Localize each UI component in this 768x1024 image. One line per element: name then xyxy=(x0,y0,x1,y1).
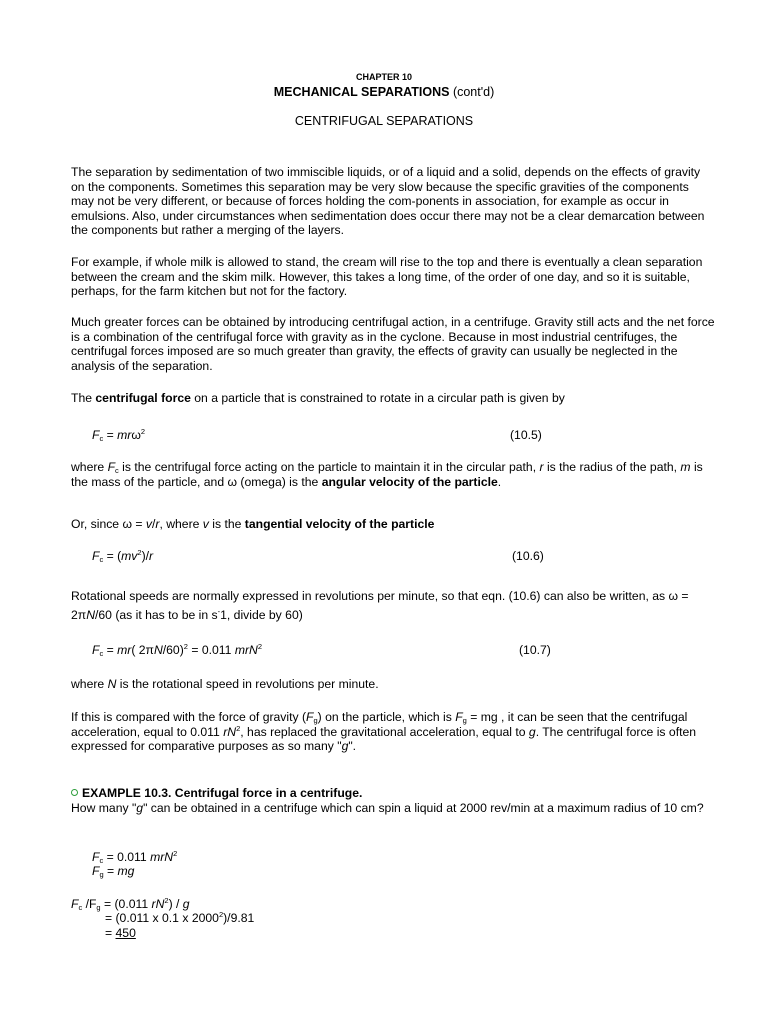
text-run: = xyxy=(105,926,116,940)
text-run: where xyxy=(71,677,108,691)
section-title: CENTRIFUGAL SEPARATIONS xyxy=(294,114,474,128)
equation-10-5: $F_c = mr\omega^2$ xyxy=(92,427,145,443)
term-tangential-velocity: tangential velocity of the particle xyxy=(244,517,435,531)
equation-10-6: $F_c = (mv^2)/r$ xyxy=(92,548,154,564)
paragraph-definition-fc: where $F_c$ is the centrifugal force acting on the particle to maintain it in the circular path, r is the radius of the path, m is the mass of the particle, and ω (omega) is the angular velocity of the particle. xyxy=(71,460,703,489)
text-run: 1, divide by 60) xyxy=(220,608,303,622)
paragraph-tangential-velocity: Or, since ω = v/r, where v is the tangential velocity of the particle xyxy=(71,517,435,531)
text-run: " can be obtained in a centrifuge which can spin a liquid at 2000 rev/min at a maximum radius of 10 cm? xyxy=(143,801,704,815)
text-run: is the xyxy=(208,517,245,531)
text-run: = (0.011 xyxy=(100,897,152,911)
text-run: is the centrifugal force acting on the particle to maintain it in the circular path, xyxy=(118,460,540,474)
text-run: ". xyxy=(348,739,357,754)
text-run: = mg , it can be seen that the centrifugal acceleration, equal to 0.011 xyxy=(71,710,688,739)
example-line-fg: $F_g$ = mg xyxy=(92,864,135,879)
text-run: where xyxy=(71,460,108,474)
text-run: , has replaced the gravitational acceleration, equal to xyxy=(240,724,529,739)
term-angular-velocity: angular velocity of the particle xyxy=(321,474,498,489)
example-bullet-icon xyxy=(71,789,78,796)
text-run: is the rotational speed in revolutions per minute. xyxy=(116,677,379,691)
text-run: /60 (as it has to be in s xyxy=(95,608,218,622)
example-question: How many "g" can be obtained in a centrifuge which can spin a liquid at 2000 rev/min at a maximum radius of 10 cm? xyxy=(71,801,704,815)
equation-number-10-7: (10.7) xyxy=(519,643,551,657)
text-run: ) on the particle, which is xyxy=(317,710,456,724)
chapter-title-bold: MECHANICAL SEPARATIONS xyxy=(273,85,450,99)
text-run: . The centrifugal force is often expressed for comparative purposes as so many " xyxy=(71,724,697,754)
text-run: The xyxy=(71,391,96,405)
text-run: = xyxy=(103,864,118,878)
text-run: is the radius of the path, xyxy=(543,460,681,474)
equation-10-7: $F_c = mr$( 2πN/60)$^2$ = 0.011 mrN$^2$ xyxy=(92,642,263,658)
paragraph-rotational-speed-n: where N is the rotational speed in revolutions per minute. xyxy=(71,677,379,691)
text-run: . xyxy=(497,474,502,489)
paragraph-centrifugal-force-intro xyxy=(71,391,715,406)
text-run: (omega) is the xyxy=(240,474,322,489)
paragraph-centrifugal-action: Much greater forces can be obtained by introducing centrifugal action, in a centrifuge. Gravity still acts and the net force is a combination of the centrifugal force with gravity as in the cyclone. Because in most industrial centrifuges, the centrifugal forces imposed are so much greater than gravity, the effects of gravity can usually be neglected in the analysis of the separation. xyxy=(71,315,715,373)
text-run: Rotational speeds are normally expressed in revolutions per minute, so that eqn. (10.6) can also be written, as xyxy=(71,589,669,603)
text-run: Or, since xyxy=(71,517,123,531)
chapter-title xyxy=(0,85,768,100)
example-line-answer xyxy=(105,926,136,941)
text-run: )/9.81 xyxy=(223,911,255,925)
chapter-label: CHAPTER 10 xyxy=(355,72,412,82)
text-run: How many " xyxy=(71,801,137,815)
text-run: is the mass of the particle, and xyxy=(71,460,703,489)
equation-number-10-5: (10.5) xyxy=(510,428,542,442)
text-run: , where xyxy=(159,517,203,531)
term-centrifugal-force: centrifugal force xyxy=(95,391,191,405)
paragraph-rotational-speeds: Rotational speeds are normally expressed in revolutions per minute, so that eqn. (10.6) can also be written, as ω = 2πN/60 (as it has to be in s-1, divide by 60) xyxy=(71,589,689,622)
text-run: = 0.011 xyxy=(103,850,151,864)
text-run: = (0.011 x 0.1 x 2000 xyxy=(105,911,219,925)
chapter-title-suffix: (cont'd) xyxy=(449,85,495,99)
example-line-ratio: $F_c$ $/F_g = (0.011$ $rN^2$) / g xyxy=(71,896,190,912)
example-heading xyxy=(71,786,715,801)
example-answer: 450 xyxy=(115,926,136,940)
text-run: on a particle that is constrained to rotate in a circular path is given by xyxy=(190,391,565,405)
example-line-substitution: = (0.011 x 0.1 x 2000$^2$)/9.81 xyxy=(105,910,255,925)
example-title: EXAMPLE 10.3. Centrifugal force in a centrifuge. xyxy=(82,786,363,800)
equation-number-10-6: (10.6) xyxy=(512,549,544,563)
example-line-fc: $F_c = 0.011$ mrN$^2$ xyxy=(92,849,178,865)
text-run: If this is compared with the force of gravity ( xyxy=(71,710,307,724)
paragraph-gravity-comparison: If this is compared with the force of gravity $(F_g)$ on the particle, which is $F_g$ = mg , it can be seen that the centrifugal acceleration, equal to 0.011 $rN^2$, has replaced the gravitational acceleration, equal to g. The centrifugal force is often expressed for comparative purposes as so many "g". xyxy=(71,710,697,754)
text-run: ) / xyxy=(168,897,183,911)
paragraph-milk-example: For example, if whole milk is allowed to stand, the cream will rise to the top and there is eventually a clean separation between the cream and the skim milk. However, this takes a long time, of the order of one day, and so it is suitable, perhaps, for the farm kitchen but not for the factory. xyxy=(71,255,703,299)
paragraph-sedimentation: The separation by sedimentation of two immiscible liquids, or of a liquid and a solid, depends on the effects of gravity on the components. Sometimes this separation may be very slow because the specific gravities of the components may not be very different, or because of forces holding the com-ponents in association, for example as occur in emulsions. Also, under circumstances when sedimentation does occur there may not be a clear demarcation between the components but rather a merging of the layers. xyxy=(71,165,705,238)
